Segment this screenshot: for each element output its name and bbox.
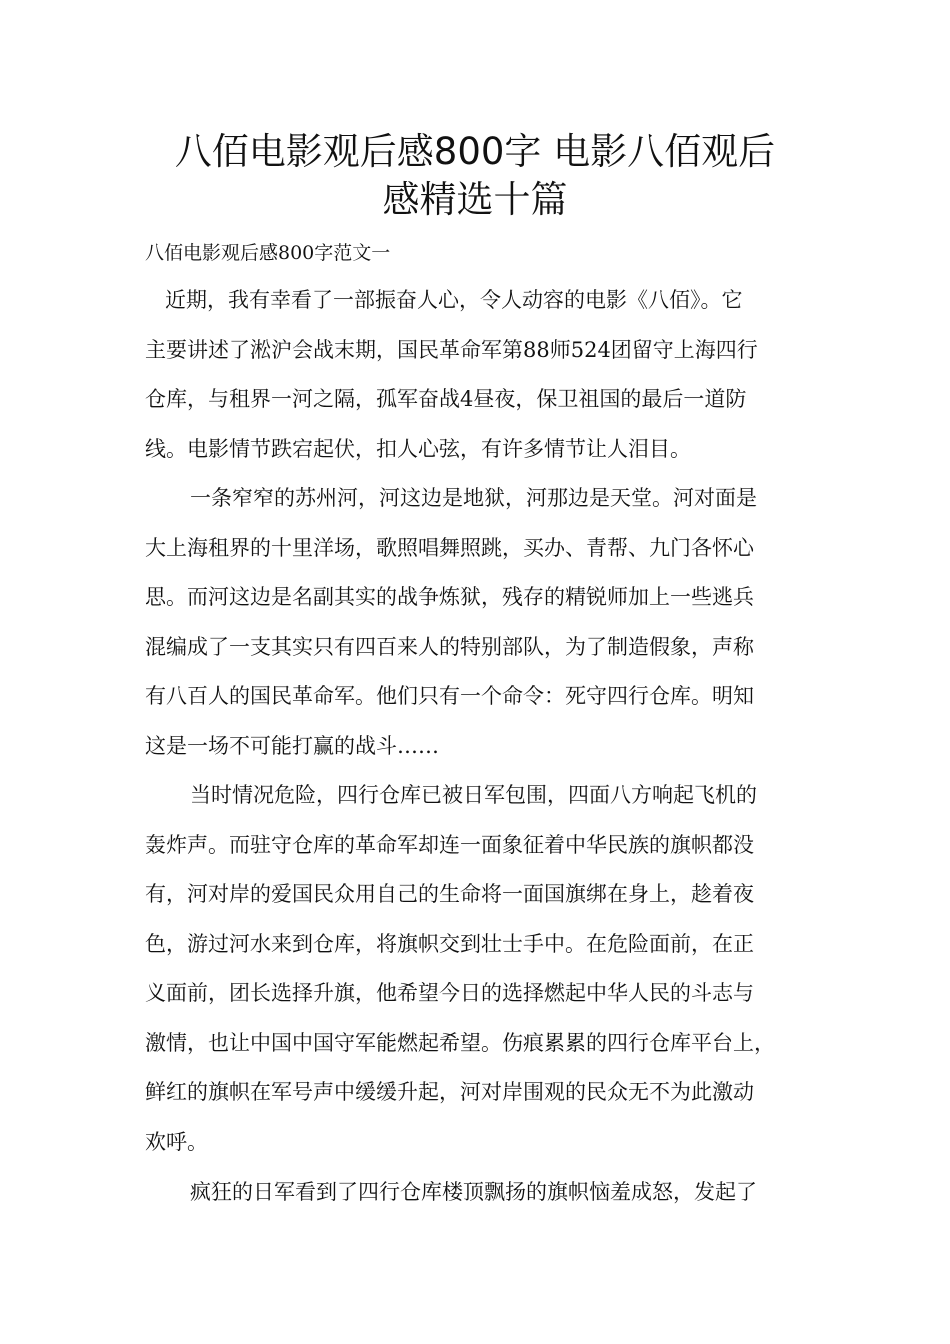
paragraph-2: [145, 474, 815, 771]
paragraph-line: 鲜红的旗帜在军号声中缓缓升起，河对岸围观的民众无不为此激动: [145, 1080, 754, 1104]
paragraph-line: 欢呼。: [145, 1129, 208, 1154]
section-heading: 八佰电影观后感800字范文一: [145, 242, 391, 264]
paragraph-line: 主要讲述了淞沪会战末期，国民革命军第88师524团留守上海四行: [145, 337, 758, 362]
paragraph-line: 有，河对岸的爱国民众用自己的生命将一面国旗绑在身上，趁着夜: [145, 882, 754, 906]
paragraph-line: 义面前，团长选择升旗，他希望今日的选择燃起中华人民的斗志与: [145, 981, 754, 1005]
paragraph-line: 这是一场不可能打赢的战斗……: [145, 733, 439, 758]
paragraph-line: 色，游过河水来到仓库，将旗帜交到壮士手中。在危险面前，在正: [145, 931, 754, 956]
paragraph-line: 有八百人的国民革命军。他们只有一个命令：死守四行仓库。明知: [145, 684, 754, 708]
document-title: [120, 128, 830, 224]
paragraph-line: 思。而河这边是名副其实的战争炼狱，残存的精锐师加上一些逃兵: [145, 585, 754, 609]
paragraph-line: 仓库，与租界一河之隔，孤军奋战4昼夜，保卫祖国的最后一道防: [145, 387, 747, 411]
paragraph-line: 线。电影情节跌宕起伏，扣人心弦，有许多情节让人泪目。: [145, 436, 691, 461]
paragraph-line: 近期，我有幸看了一部振奋人心，令人动容的电影《八佰》。它: [165, 288, 743, 312]
paragraph-line: 混编成了一支其实只有四百来人的特别部队，为了制造假象，声称: [145, 634, 754, 659]
paragraph-1: [145, 276, 815, 474]
paragraph-3: [145, 771, 815, 1167]
paragraph-line: 当时情况危险，四行仓库已被日军包围，四面八方响起飞机的: [190, 783, 757, 807]
paragraph-4: [145, 1168, 815, 1218]
title-line-2: 感精选十篇: [382, 178, 568, 221]
paragraph-line: 大上海租界的十里洋场，歌照唱舞照跳，买办、青帮、九门各怀心: [145, 535, 754, 560]
paragraph-line: 疯狂的日军看到了四行仓库楼顶飘扬的旗帜恼羞成怒，发起了: [190, 1180, 757, 1204]
paragraph-line: 轰炸声。而驻守仓库的革命军却连一面象征着中华民族的旗帜都没: [145, 832, 754, 857]
paragraph-line: 一条窄窄的苏州河，河这边是地狱，河那边是天堂。河对面是: [190, 486, 757, 510]
paragraph-line: 激情，也让中国中国守军能燃起希望。伤痕累累的四行仓库平台上，: [145, 1030, 775, 1055]
title-line-1: 八佰电影观后感800字 电影八佰观后: [174, 130, 776, 173]
